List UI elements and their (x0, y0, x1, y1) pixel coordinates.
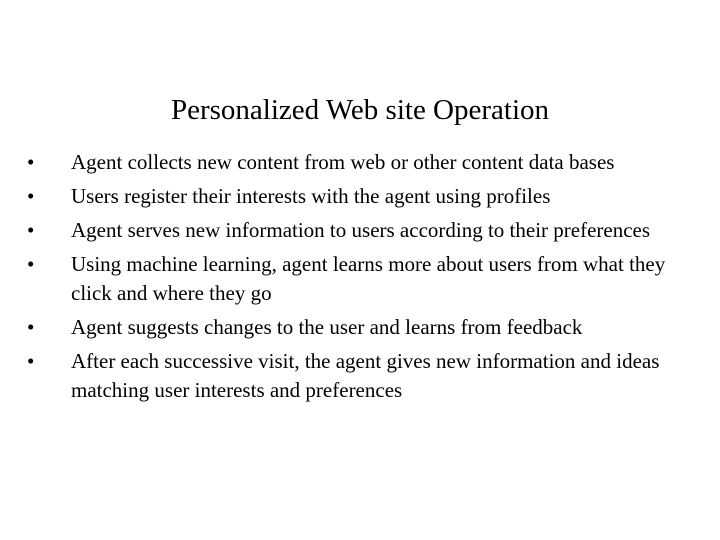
bullet-marker: • (27, 315, 35, 339)
bullet-marker: • (27, 150, 35, 174)
bullet-text: Agent serves new information to users according to their preferences (71, 218, 651, 242)
bullet-marker: • (27, 252, 35, 276)
bullet-text: After each successive visit, the agent gives new information and ideas matching user interests and preferences (71, 349, 660, 402)
slide-title: Personalized Web site Operation (170, 94, 550, 126)
bullet-text: Agent suggests changes to the user and learns from feedback (71, 315, 583, 339)
bullet-text: Agent collects new content from web or other content data bases (71, 150, 615, 174)
bullet-marker: • (27, 184, 35, 208)
bullet-list (26, 148, 702, 410)
bullet-item (26, 347, 702, 405)
bullet-item (26, 216, 702, 245)
bullet-text: Using machine learning, agent learns more about users from what they click and where they go (71, 252, 666, 305)
bullet-item (26, 148, 702, 177)
bullet-marker: • (27, 349, 35, 373)
bullet-marker: • (27, 218, 35, 242)
bullet-text: Users register their interests with the agent using profiles (71, 184, 551, 208)
bullet-item (26, 182, 702, 211)
bullet-item (26, 250, 702, 308)
bullet-item (26, 313, 702, 342)
